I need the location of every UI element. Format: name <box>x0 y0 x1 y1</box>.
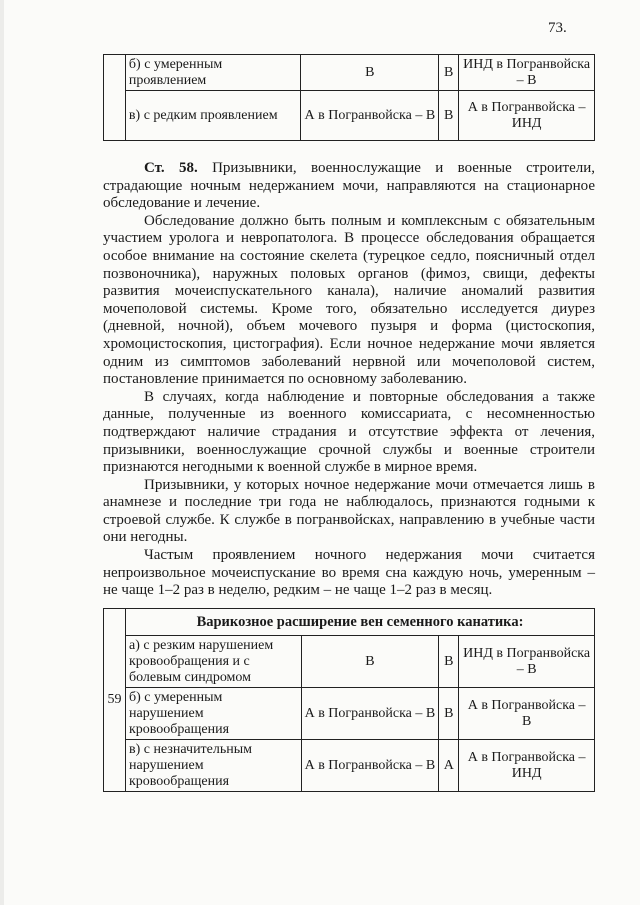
table-row <box>104 636 595 688</box>
verdict-cell: А в Погранвойска – В <box>301 740 439 792</box>
verdict-cell: А в Погранвойска – ИНД <box>459 91 595 141</box>
page-number: 73. <box>548 20 567 36</box>
category-cell: в) с незначительным нарушением кровообращения <box>125 740 301 792</box>
verdict-cell: А в Погранвойска – В <box>301 688 439 740</box>
category-cell: б) с умеренным проявлением <box>125 55 301 91</box>
article-number: Ст. 58. <box>144 160 198 176</box>
category-cell: б) с умеренным нарушением кровообращения <box>125 688 301 740</box>
verdict-cell: В <box>301 636 439 688</box>
top-category-table <box>103 54 595 141</box>
verdict-cell: А в Погранвойска – ИНД <box>459 740 595 792</box>
verdict-cell: В <box>439 91 459 141</box>
item-number-cell <box>104 55 126 141</box>
varicocele-table <box>103 608 595 792</box>
article-text <box>103 160 595 600</box>
verdict-cell: В <box>439 55 459 91</box>
table-row <box>104 91 595 141</box>
paragraph-text: Призывники, военнослужащие и военные строители, страдающие ночным недержанием мочи, направляются на стационарное обследование и лечение. <box>103 160 595 212</box>
verdict-cell: ИНД в Погранвойска – В <box>459 55 595 91</box>
scan-edge-shadow <box>0 0 4 905</box>
table-heading-row <box>104 609 595 636</box>
verdict-cell: В <box>439 636 459 688</box>
table-row <box>104 688 595 740</box>
verdict-cell: В <box>439 688 459 740</box>
item-number-cell: 59 <box>104 609 126 792</box>
category-cell: в) с редким проявлением <box>125 91 301 141</box>
verdict-cell: В <box>301 55 439 91</box>
verdict-cell: А <box>439 740 459 792</box>
category-cell: а) с резким нарушением кровообращения и с болевым синдромом <box>125 636 301 688</box>
article-paragraph: Призывники, у которых ночное недержание мочи отмечается лишь в анамнезе и последние три года не наблюдалось, признаются годными к строевой службе. К службе в погранвойсках, направлению в учебные части они негодны. <box>103 476 595 546</box>
table-heading: Варикозное расширение вен семенного канатика: <box>125 609 594 636</box>
article-paragraph <box>103 160 595 213</box>
table-row <box>104 55 595 91</box>
verdict-cell: А в Погранвойска – В <box>301 91 439 141</box>
article-paragraph: Частым проявлением ночного недержания мочи считается непроизвольное мочеиспускание во время сна каждую ночь, умеренным – не чаще 1–2 раз в неделю, редким – не чаще 1–2 раз в месяц. <box>103 547 595 599</box>
article-paragraph: Обследование должно быть полным и комплексным с обязательным участием уролога и невропатолога. В процессе обследования обращается особое внимание на состояние скелета (турецкое седло, поясничный отдел позвоночника), наружных половых органов (фимоз, свищи, дефекты развития мочеиспускательного канала), наличие аномалий развития мочеполовой системы. Кроме того, обязательно исследуется диурез (дневной, ночной), объем мочевого пузыря и форма (цистоскопия, хромоцистоскопия, цистография). Если ночное недержание мочи является одним из симптомов заболеваний нервной или мочеполовой систем, постановление принимается по основному заболеванию. <box>103 212 595 388</box>
table-row <box>104 740 595 792</box>
verdict-cell: ИНД в Погранвойска – В <box>459 636 595 688</box>
verdict-cell: А в Погранвойска – В <box>459 688 595 740</box>
article-paragraph: В случаях, когда наблюдение и повторные обследования а также данные, полученные из военного комиссариата, с несомненностью подтверждают наличие страдания и отсутствие эффекта от лечения, призывники, военнослужащие срочной службы и военные строители признаются негодными к военной службе в мирное время. <box>103 388 595 476</box>
